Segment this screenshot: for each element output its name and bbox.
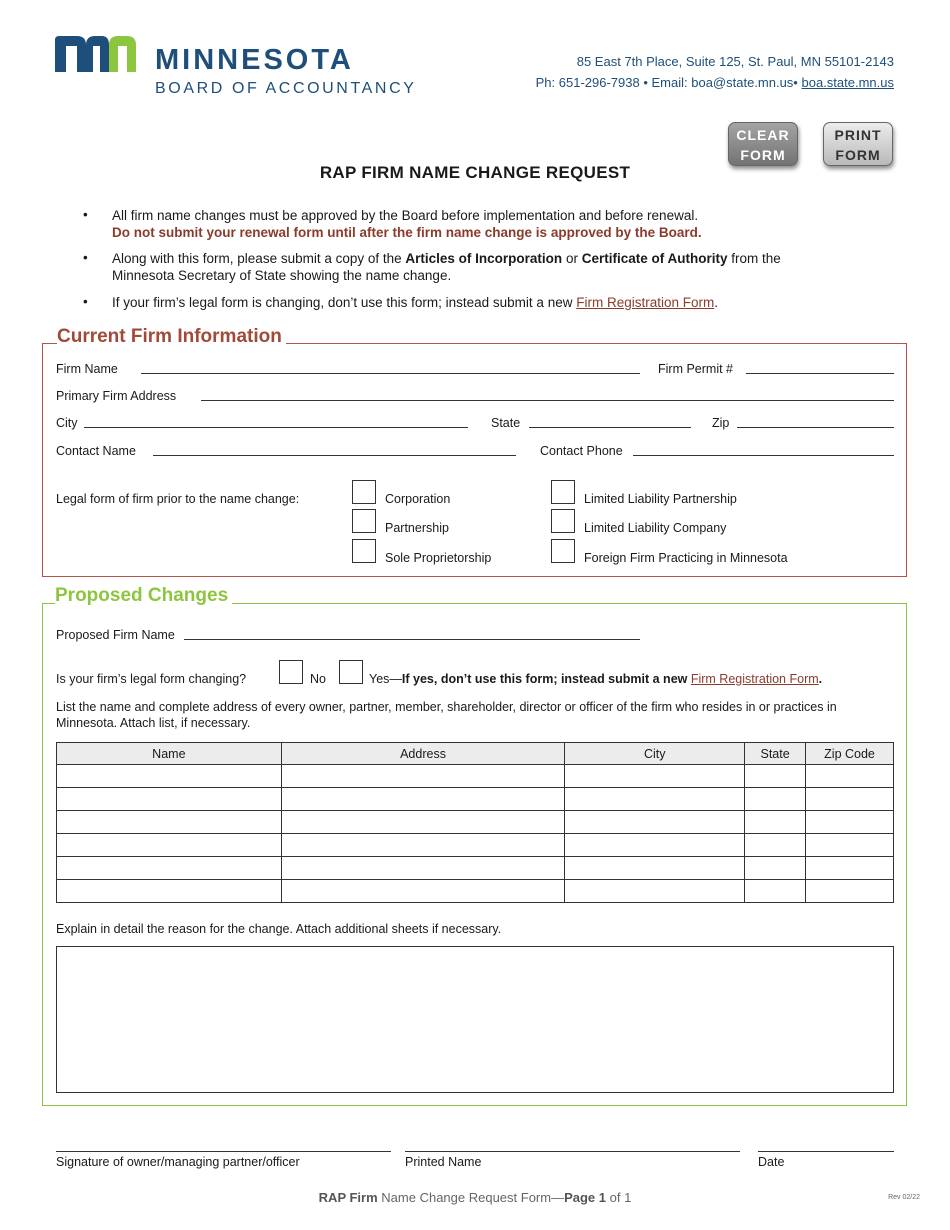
instruction-2-post: from the Minnesota Secretary of State showing the name change. [112, 251, 781, 283]
corporation-checkbox[interactable] [352, 480, 376, 504]
owner-name-cell[interactable] [57, 880, 282, 903]
yes-end: . [818, 672, 823, 686]
instruction-3 [112, 294, 842, 311]
owner-city-cell[interactable] [565, 788, 745, 811]
clear-form-button[interactable] [728, 122, 798, 166]
instruction-3-post: . [714, 295, 719, 310]
footer-rap-firm: RAP Firm [318, 1190, 378, 1205]
no-label: No [310, 672, 326, 686]
col-header-state: State [745, 743, 806, 765]
instruction-3-pre: If your firm’s legal form is changing, don’t use this form; instead submit a new [112, 295, 577, 310]
primary-address-label: Primary Firm Address [56, 389, 177, 403]
corporation-label: Corporation [385, 492, 451, 506]
instruction-2-pre: Along with this form, please submit a copy of the [112, 251, 406, 266]
col-header-city: City [565, 743, 745, 765]
owner-city-cell[interactable] [565, 834, 745, 857]
owner-name-cell[interactable] [57, 834, 282, 857]
owner-state-cell[interactable] [745, 788, 806, 811]
owner-address-cell[interactable] [281, 857, 565, 880]
office-address: 85 East 7th Place, Suite 125, St. Paul, MN 55101-2143 [576, 54, 894, 69]
zip-field[interactable] [737, 427, 894, 428]
firm-name-label: Firm Name [56, 362, 118, 376]
partnership-label: Partnership [385, 521, 449, 535]
legal-form-label: Legal form of firm prior to the name change: [56, 492, 300, 506]
brand-name: MINNESOTA [155, 44, 354, 76]
current-firm-heading: Current Firm Information [57, 326, 286, 348]
footer-page-total: of 1 [606, 1190, 632, 1205]
table-row [57, 788, 894, 811]
revision-date: Rev 02/22 [888, 1194, 920, 1201]
date-line[interactable] [758, 1151, 894, 1152]
owner-zip-cell[interactable] [806, 765, 894, 788]
legal-change-yes-checkbox[interactable] [339, 660, 363, 684]
owner-city-cell[interactable] [565, 811, 745, 834]
owner-city-cell[interactable] [565, 857, 745, 880]
yes-warning: If yes, don’t use this form; instead submit a new [401, 672, 691, 686]
certificate-of-authority: Certificate of Authority [581, 251, 728, 266]
llp-label: Limited Liability Partnership [584, 492, 737, 506]
col-header-address: Address [281, 743, 565, 765]
owner-name-cell[interactable] [57, 788, 282, 811]
legal-change-no-checkbox[interactable] [279, 660, 303, 684]
minnesota-logo-icon [55, 36, 139, 72]
printed-name-line[interactable] [405, 1151, 740, 1152]
instruction-1-text: All firm name changes must be approved by the Board before implementation and before renewal. [112, 208, 699, 223]
contact-phone-field[interactable] [633, 455, 894, 456]
owner-city-cell[interactable] [565, 880, 745, 903]
owner-zip-cell[interactable] [806, 857, 894, 880]
state-field[interactable] [529, 427, 691, 428]
sole-proprietorship-label: Sole Proprietorship [385, 551, 492, 565]
print-label-2: FORM [835, 147, 881, 163]
llc-checkbox[interactable] [551, 509, 575, 533]
llc-label: Limited Liability Company [584, 521, 727, 535]
instruction-2 [112, 250, 842, 284]
table-row [57, 765, 894, 788]
brand-subtitle: BOARD OF ACCOUNTANCY [155, 80, 417, 97]
renewal-warning: Do not submit your renewal form until after the firm name change is approved by the Board. [112, 225, 702, 240]
table-row [57, 880, 894, 903]
owner-state-cell[interactable] [745, 857, 806, 880]
instruction-1 [112, 207, 842, 241]
owner-zip-cell[interactable] [806, 788, 894, 811]
owners-table [56, 742, 894, 903]
firm-permit-label: Firm Permit # [658, 362, 733, 376]
yes-text: Yes— [369, 672, 402, 686]
table-row [57, 834, 894, 857]
firm-registration-link-2[interactable]: Firm Registration Form [690, 672, 819, 686]
explain-label: Explain in detail the reason for the change. Attach additional sheets if necessary. [56, 922, 502, 936]
owner-state-cell[interactable] [745, 880, 806, 903]
firm-permit-field[interactable] [746, 373, 894, 374]
owner-name-cell[interactable] [57, 857, 282, 880]
zip-label: Zip [712, 416, 730, 430]
col-header-name: Name [57, 743, 282, 765]
firm-registration-link[interactable]: Firm Registration Form [576, 295, 715, 310]
llp-checkbox[interactable] [551, 480, 575, 504]
owner-address-cell[interactable] [281, 765, 565, 788]
table-row [57, 811, 894, 834]
bullet-3: • [83, 294, 88, 309]
partnership-checkbox[interactable] [352, 509, 376, 533]
printed-name-label: Printed Name [405, 1155, 482, 1169]
footer-form-name: Name Change Request Form— [377, 1190, 565, 1205]
primary-address-field[interactable] [201, 400, 894, 401]
contact-phone-label: Contact Phone [540, 444, 623, 458]
owner-name-cell[interactable] [57, 811, 282, 834]
owner-city-cell[interactable] [565, 765, 745, 788]
articles-of-incorporation: Articles of Incorporation [405, 251, 563, 266]
page-title: RAP FIRM NAME CHANGE REQUEST [319, 163, 631, 182]
owner-address-cell[interactable] [281, 880, 565, 903]
explain-textarea[interactable] [56, 946, 894, 1093]
signature-line[interactable] [56, 1151, 391, 1152]
clear-label-2: FORM [740, 147, 786, 163]
foreign-firm-checkbox[interactable] [551, 539, 575, 563]
yes-label [369, 672, 822, 686]
proposed-firm-name-label: Proposed Firm Name [56, 628, 175, 642]
owner-zip-cell[interactable] [806, 811, 894, 834]
bullet-2: • [83, 250, 88, 265]
owner-state-cell[interactable] [745, 811, 806, 834]
footer-page: Page 1 [564, 1190, 607, 1205]
page-footer [0, 1190, 950, 1205]
instruction-2-mid: or [562, 251, 582, 266]
print-label-1: PRINT [834, 127, 882, 143]
signature-label: Signature of owner/managing partner/officer [56, 1155, 300, 1169]
sole-proprietorship-checkbox[interactable] [352, 539, 376, 563]
owner-address-cell[interactable] [281, 811, 565, 834]
website-link[interactable]: boa.state.mn.us [801, 75, 894, 90]
owner-zip-cell[interactable] [806, 834, 894, 857]
print-form-button[interactable] [823, 122, 893, 166]
phone-email: Ph: 651-296-7938 • Email: boa@state.mn.us• [535, 75, 798, 90]
col-header-zip: Zip Code [806, 743, 894, 765]
contact-name-field[interactable] [153, 455, 516, 456]
owner-state-cell[interactable] [745, 834, 806, 857]
firm-name-field[interactable] [141, 373, 640, 374]
contact-name-label: Contact Name [56, 444, 136, 458]
bullet-1: • [83, 207, 88, 222]
table-row [57, 857, 894, 880]
clear-label-1: CLEAR [736, 127, 790, 143]
owner-address-cell[interactable] [281, 834, 565, 857]
proposed-changes-heading: Proposed Changes [55, 585, 232, 607]
date-label: Date [758, 1155, 785, 1169]
state-label: State [491, 416, 521, 430]
proposed-firm-name-field[interactable] [184, 639, 640, 640]
owner-name-cell[interactable] [57, 765, 282, 788]
foreign-firm-label: Foreign Firm Practicing in Minnesota [584, 551, 788, 565]
owner-zip-cell[interactable] [806, 880, 894, 903]
contact-line [536, 75, 894, 90]
owner-address-cell[interactable] [281, 788, 565, 811]
city-label: City [56, 416, 78, 430]
city-field[interactable] [84, 427, 468, 428]
owner-list-instruction: List the name and complete address of every owner, partner, member, shareholder, director or officer of the firm who resides in or practices in Minnesota. Attach list, if necessary. [56, 700, 837, 730]
owner-state-cell[interactable] [745, 765, 806, 788]
legal-form-changing-label: Is your firm’s legal form changing? [56, 672, 247, 686]
current-firm-section [42, 343, 907, 577]
